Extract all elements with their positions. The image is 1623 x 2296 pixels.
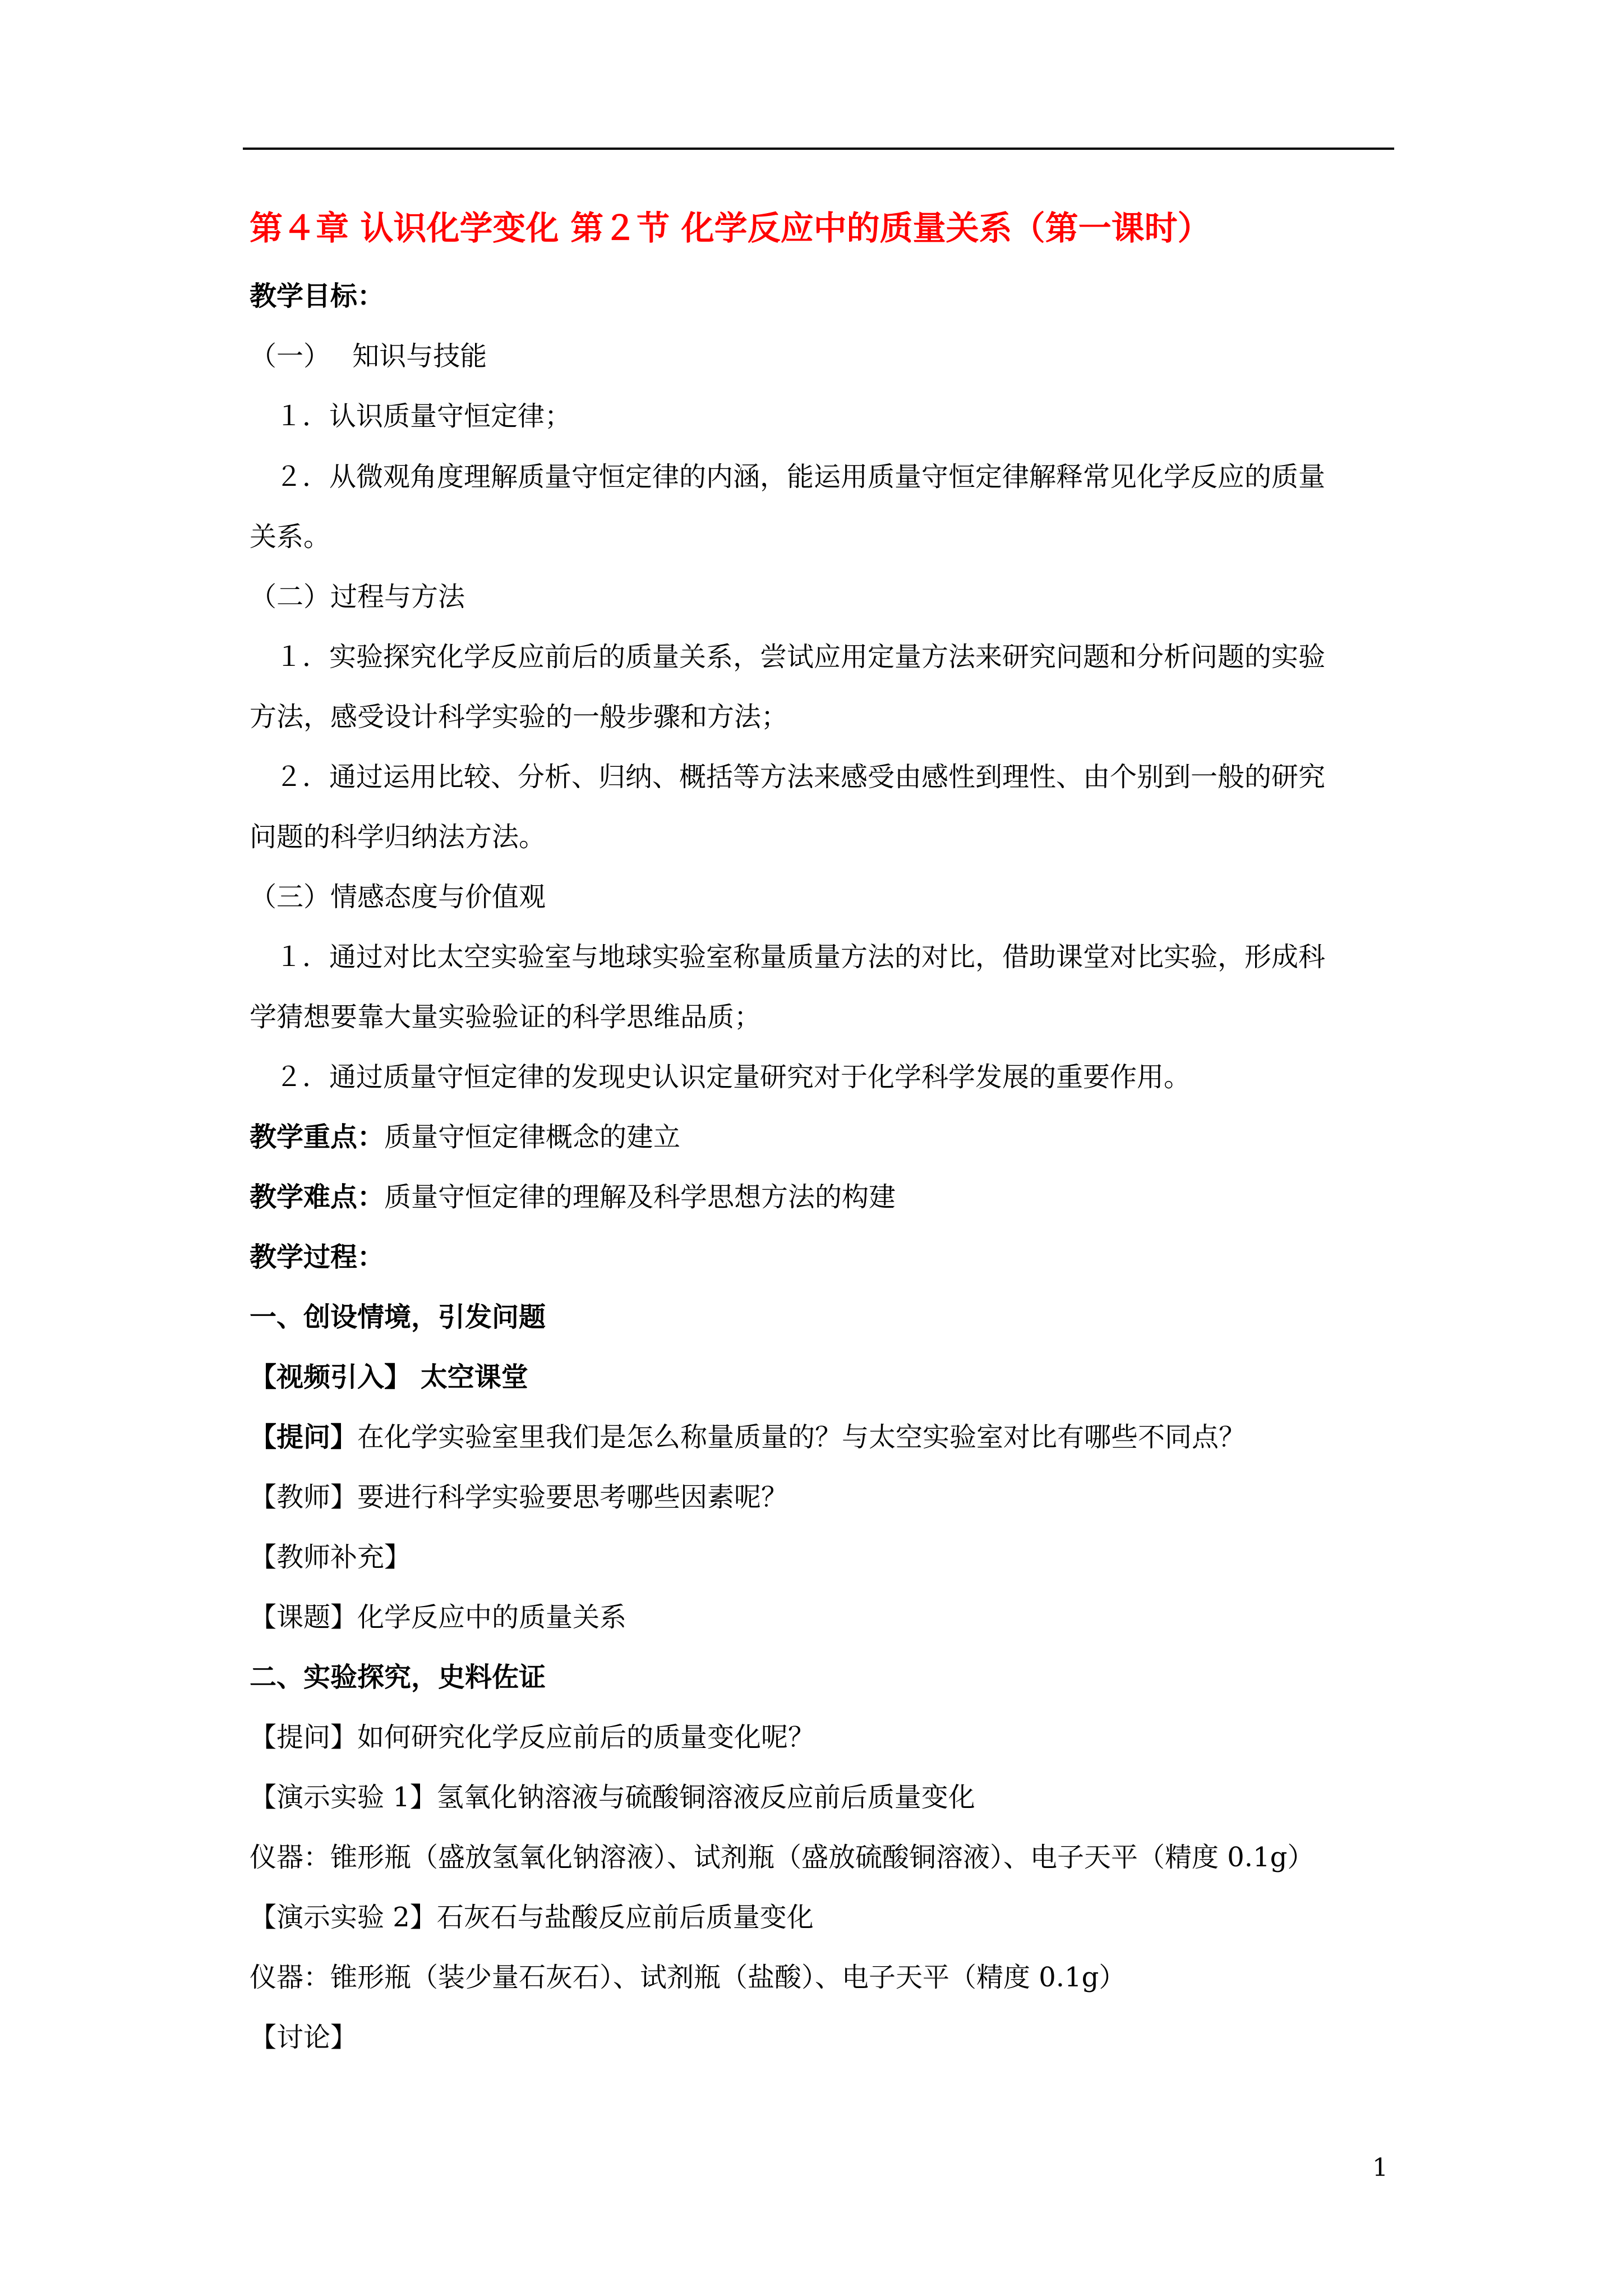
section-knowledge-heading: （一） 知识与技能 [250, 341, 487, 372]
part2-heading: 二、实验探究，史料佐证 [250, 1662, 546, 1693]
key-point-text: 质量守恒定律概念的建立 [384, 1121, 681, 1153]
section-process-heading: （二）过程与方法 [250, 581, 465, 613]
page-title: 第４章 认识化学变化 第２节 化学反应中的质量关系（第一课时） [250, 209, 1211, 247]
demo1-line: 【演示实验 1】氢氧化钠溶液与硫酸铜溶液反应前后质量变化 [250, 1782, 975, 1813]
demo2-apparatus: 仪器：锥形瓶（装少量石灰石）、试剂瓶（盐酸）、电子天平（精度 0.1g） [250, 1962, 1126, 1993]
header-rule [243, 148, 1394, 150]
demo2-line: 【演示实验 2】石灰石与盐酸反应前后质量变化 [250, 1902, 814, 1933]
section-attitude-heading: （三）情感态度与价值观 [250, 881, 546, 913]
question1-text: 在化学实验室里我们是怎么称量质量的？与太空实验室对比有哪些不同点？ [357, 1421, 1246, 1453]
process-item-1-line2: 方法，感受设计科学实验的一般步骤和方法； [250, 701, 789, 733]
topic-line: 【课题】化学反应中的质量关系 [250, 1602, 627, 1633]
knowledge-item-2-line1: ２．从微观角度理解质量守恒定律的内涵，能运用质量守恒定律解释常见化学反应的质量 [275, 461, 1326, 493]
video-intro-line: 【视频引入】 太空课堂 [250, 1361, 528, 1393]
process-item-2-line2: 问题的科学归纳法方法。 [250, 821, 546, 853]
question1-tag: 【提问】 [250, 1421, 358, 1453]
knowledge-item-2-line2: 关系。 [250, 521, 331, 553]
attitude-item-2: ２．通过质量守恒定律的发现史认识定量研究对于化学科学发展的重要作用。 [275, 1061, 1191, 1093]
demo1-apparatus: 仪器：锥形瓶（盛放氢氧化钠溶液）、试剂瓶（盛放硫酸铜溶液）、电子天平（精度 0.1g） [250, 1842, 1315, 1873]
attitude-item-1-line1: １．通过对比太空实验室与地球实验室称量质量方法的对比，借助课堂对比实验，形成科 [275, 941, 1326, 973]
teacher-supplement: 【教师补充】 [250, 1542, 412, 1573]
question1-line [250, 1421, 1246, 1454]
knowledge-item-1: １．认识质量守恒定律； [275, 401, 572, 432]
process-heading: 教学过程： [250, 1241, 385, 1273]
difficulty-label: 教学难点： [250, 1181, 385, 1213]
key-point [250, 1121, 680, 1154]
teacher-line: 【教师】要进行科学实验要思考哪些因素呢？ [250, 1481, 789, 1513]
difficulty-point [250, 1181, 896, 1214]
objectives-heading: 教学目标： [250, 280, 385, 312]
part1-heading: 一、创设情境，引发问题 [250, 1301, 546, 1333]
attitude-item-1-line2: 学猜想要靠大量实验验证的科学思维品质； [250, 1001, 762, 1033]
process-item-2-line1: ２．通过运用比较、分析、归纳、概括等方法来感受由感性到理性、由个别到一般的研究 [275, 761, 1326, 793]
question2-line: 【提问】如何研究化学反应前后的质量变化呢？ [250, 1722, 815, 1753]
page-number: 1 [1372, 2154, 1388, 2182]
difficulty-text: 质量守恒定律的理解及科学思想方法的构建 [384, 1181, 896, 1213]
discussion-line: 【讨论】 [250, 2022, 358, 2053]
process-item-1-line1: １．实验探究化学反应前后的质量关系，尝试应用定量方法来研究问题和分析问题的实验 [275, 641, 1326, 673]
key-point-label: 教学重点： [250, 1121, 385, 1153]
